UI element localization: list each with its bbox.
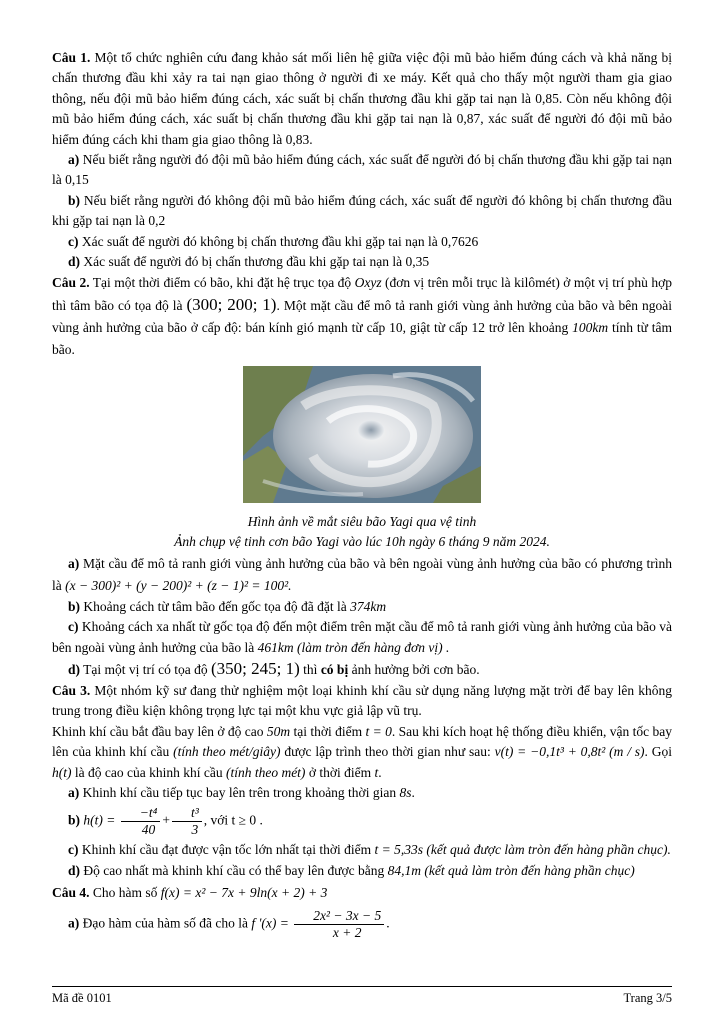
q1-option-d: d) Xác suất để người đó bị chấn thương đầu khi gặp tai nạn là 0,35 — [68, 254, 430, 270]
q3-option-d: d) Độ cao nhất mà khinh khí cầu có thể bay lên được bằng 84,1m (kết quả làm tròn đến hàng phần chục) — [68, 862, 635, 878]
q1-intro: Câu 1. Một tổ chức nghiên cứu đang khảo sát mối liên hệ giữa việc đội mũ bảo hiểm đúng cách và khả năng bị chấn thương đầu khi xảy ra tai nạn giao thông ở người đi xe máy. Kết quả cho thấy một người tham gia giao thông, nếu đội mũ bảo hiểm đúng cách, xác suất bị chấn thương đầu khi gặp tai nạn là 0,85. Còn nếu không đội mũ bảo hiểm đúng cách, xác suất bị chấn thương đầu khi gặp tai nạn là 0,87, xác suất để người đó đội mũ bảo hiểm đúng cách khi tham gia giao thông là 0,83. — [52, 50, 673, 147]
page-number: Trang 3/5 — [623, 991, 672, 1005]
fraction-t4-40: $\frac{\text{−t⁴}}{40}$ — [121, 805, 161, 838]
storm-center-coordinate: (300; 200; 1) — [186, 295, 277, 315]
q2-option-a: a) Mặt cầu để mô tả ranh giới vùng ảnh hưởng của bão và bên ngoài vùng ảnh hưởng của bão có phương trình là (x − 300)² + (y − 200)² + (z − 1)² = 100². — [52, 555, 672, 593]
exam-page — [52, 48, 672, 941]
image-caption-1: Hình ảnh về mắt siêu bão Yagi qua vệ tinh — [247, 513, 477, 529]
q3-option-c: c) Khinh khí cầu đạt được vận tốc lớn nhất tại thời điểm t = 5,33s (kết quả được làm tròn đến hàng phần chục). — [68, 842, 671, 858]
q4-option-a: a) Đạo hàm của hàm số đã cho là f '(x) = $\frac{\text{2x² − 3x − 5}}{x + 2}$ . — [68, 907, 390, 940]
fraction-t3-3: $\frac{\text{t³}}{3}$ — [172, 805, 202, 838]
q2-option-b: b) Khoảng cách từ tâm bão đến gốc tọa độ đã đặt là 374km — [68, 598, 387, 614]
derivative-fraction: $\frac{\text{2x² − 3x − 5}}{x + 2}$ — [294, 908, 384, 941]
q4-intro: Câu 4. Cho hàm số f(x) = x² − 7x + 9ln(x + 2) + 3 — [52, 885, 328, 901]
q2-option-c: c) Khoảng cách xa nhất từ gốc tọa độ đến một điểm trên mặt cầu để mô tả ranh giới vùng ảnh hưởng của bão và bên ngoài vùng ảnh hưởng của bão là 461km (làm tròn đến hàng đơn vị) . — [52, 619, 672, 655]
q1-option-c: c) Xác suất để người đó không bị chấn thương đầu khi gặp tai nạn là 0,7626 — [68, 233, 479, 249]
page-footer — [52, 986, 672, 1006]
q2-intro: Câu 2. Tại một thời điểm có bão, khi đặt hệ trục tọa độ Oxyz (đơn vị trên mỗi trục là kilômét) ở một vị trí phù hợp thì tâm bão có tọa độ là (300; 200; 1). Một mặt cầu để mô tả ranh giới vùng ảnh hưởng của bão và bên ngoài vùng ảnh hưởng của bão ở cấp độ: bán kính gió mạnh từ cấp 10, giật từ cấp 12 trở lên khoảng 100km tính từ tâm bão. — [52, 275, 673, 358]
satellite-image-container — [52, 366, 672, 509]
q3-intro: Câu 3. Một nhóm kỹ sư đang thử nghiệm một loại khinh khí cầu sử dụng năng lượng mặt trời để bay lên không trung trong điều kiện không trọng lực tại một khu vực giả lập vũ trụ. — [52, 682, 673, 719]
q3-option-a: a) Khinh khí cầu tiếp tục bay lên trên trong khoảng thời gian 8s. — [68, 784, 415, 800]
q1-option-b: b) Nếu biết rằng người đó không đội mũ bảo hiểm đúng cách, xác suất để người đó không bị chấn thương đầu khi gặp tai nạn là 0,2 — [52, 192, 672, 229]
q1-option-a: a) Nếu biết rằng người đó đội mũ bảo hiểm đúng cách, xác suất để người đó bị chấn thương đầu khi gặp tai nạn là 0,15 — [52, 152, 673, 188]
q3-option-b: b) h(t) = $\frac{\text{−t⁴}}{40}$ + $\frac{\text{t³}}{3}$ , với t ≥ 0 . — [68, 805, 263, 838]
q3-setup: Khinh khí cầu bắt đầu bay lên ở độ cao 50m tại thời điểm t = 0. Sau khi kích hoạt hệ thống điều khiển, vận tốc bay lên của khinh khí cầu (tính theo mét/giây) được lập trình theo thời gian như sau: v(t) = −0,1t³ + 0,8t² (m / s). Gọi h(t) là độ cao của khinh khí cầu (tính theo mét) ở thời điểm t. — [52, 723, 673, 780]
exam-code: Mã đề 0101 — [52, 991, 112, 1005]
q2-option-d: d) Tại một vị trí có tọa độ (350; 245; 1) thì có bị ảnh hưởng bởi cơn bão. — [68, 658, 480, 678]
storm-satellite-image — [243, 366, 481, 503]
image-caption-2: Ảnh chụp vệ tinh cơn bão Yagi vào lúc 10h ngày 6 tháng 9 năm 2024. — [174, 534, 550, 550]
